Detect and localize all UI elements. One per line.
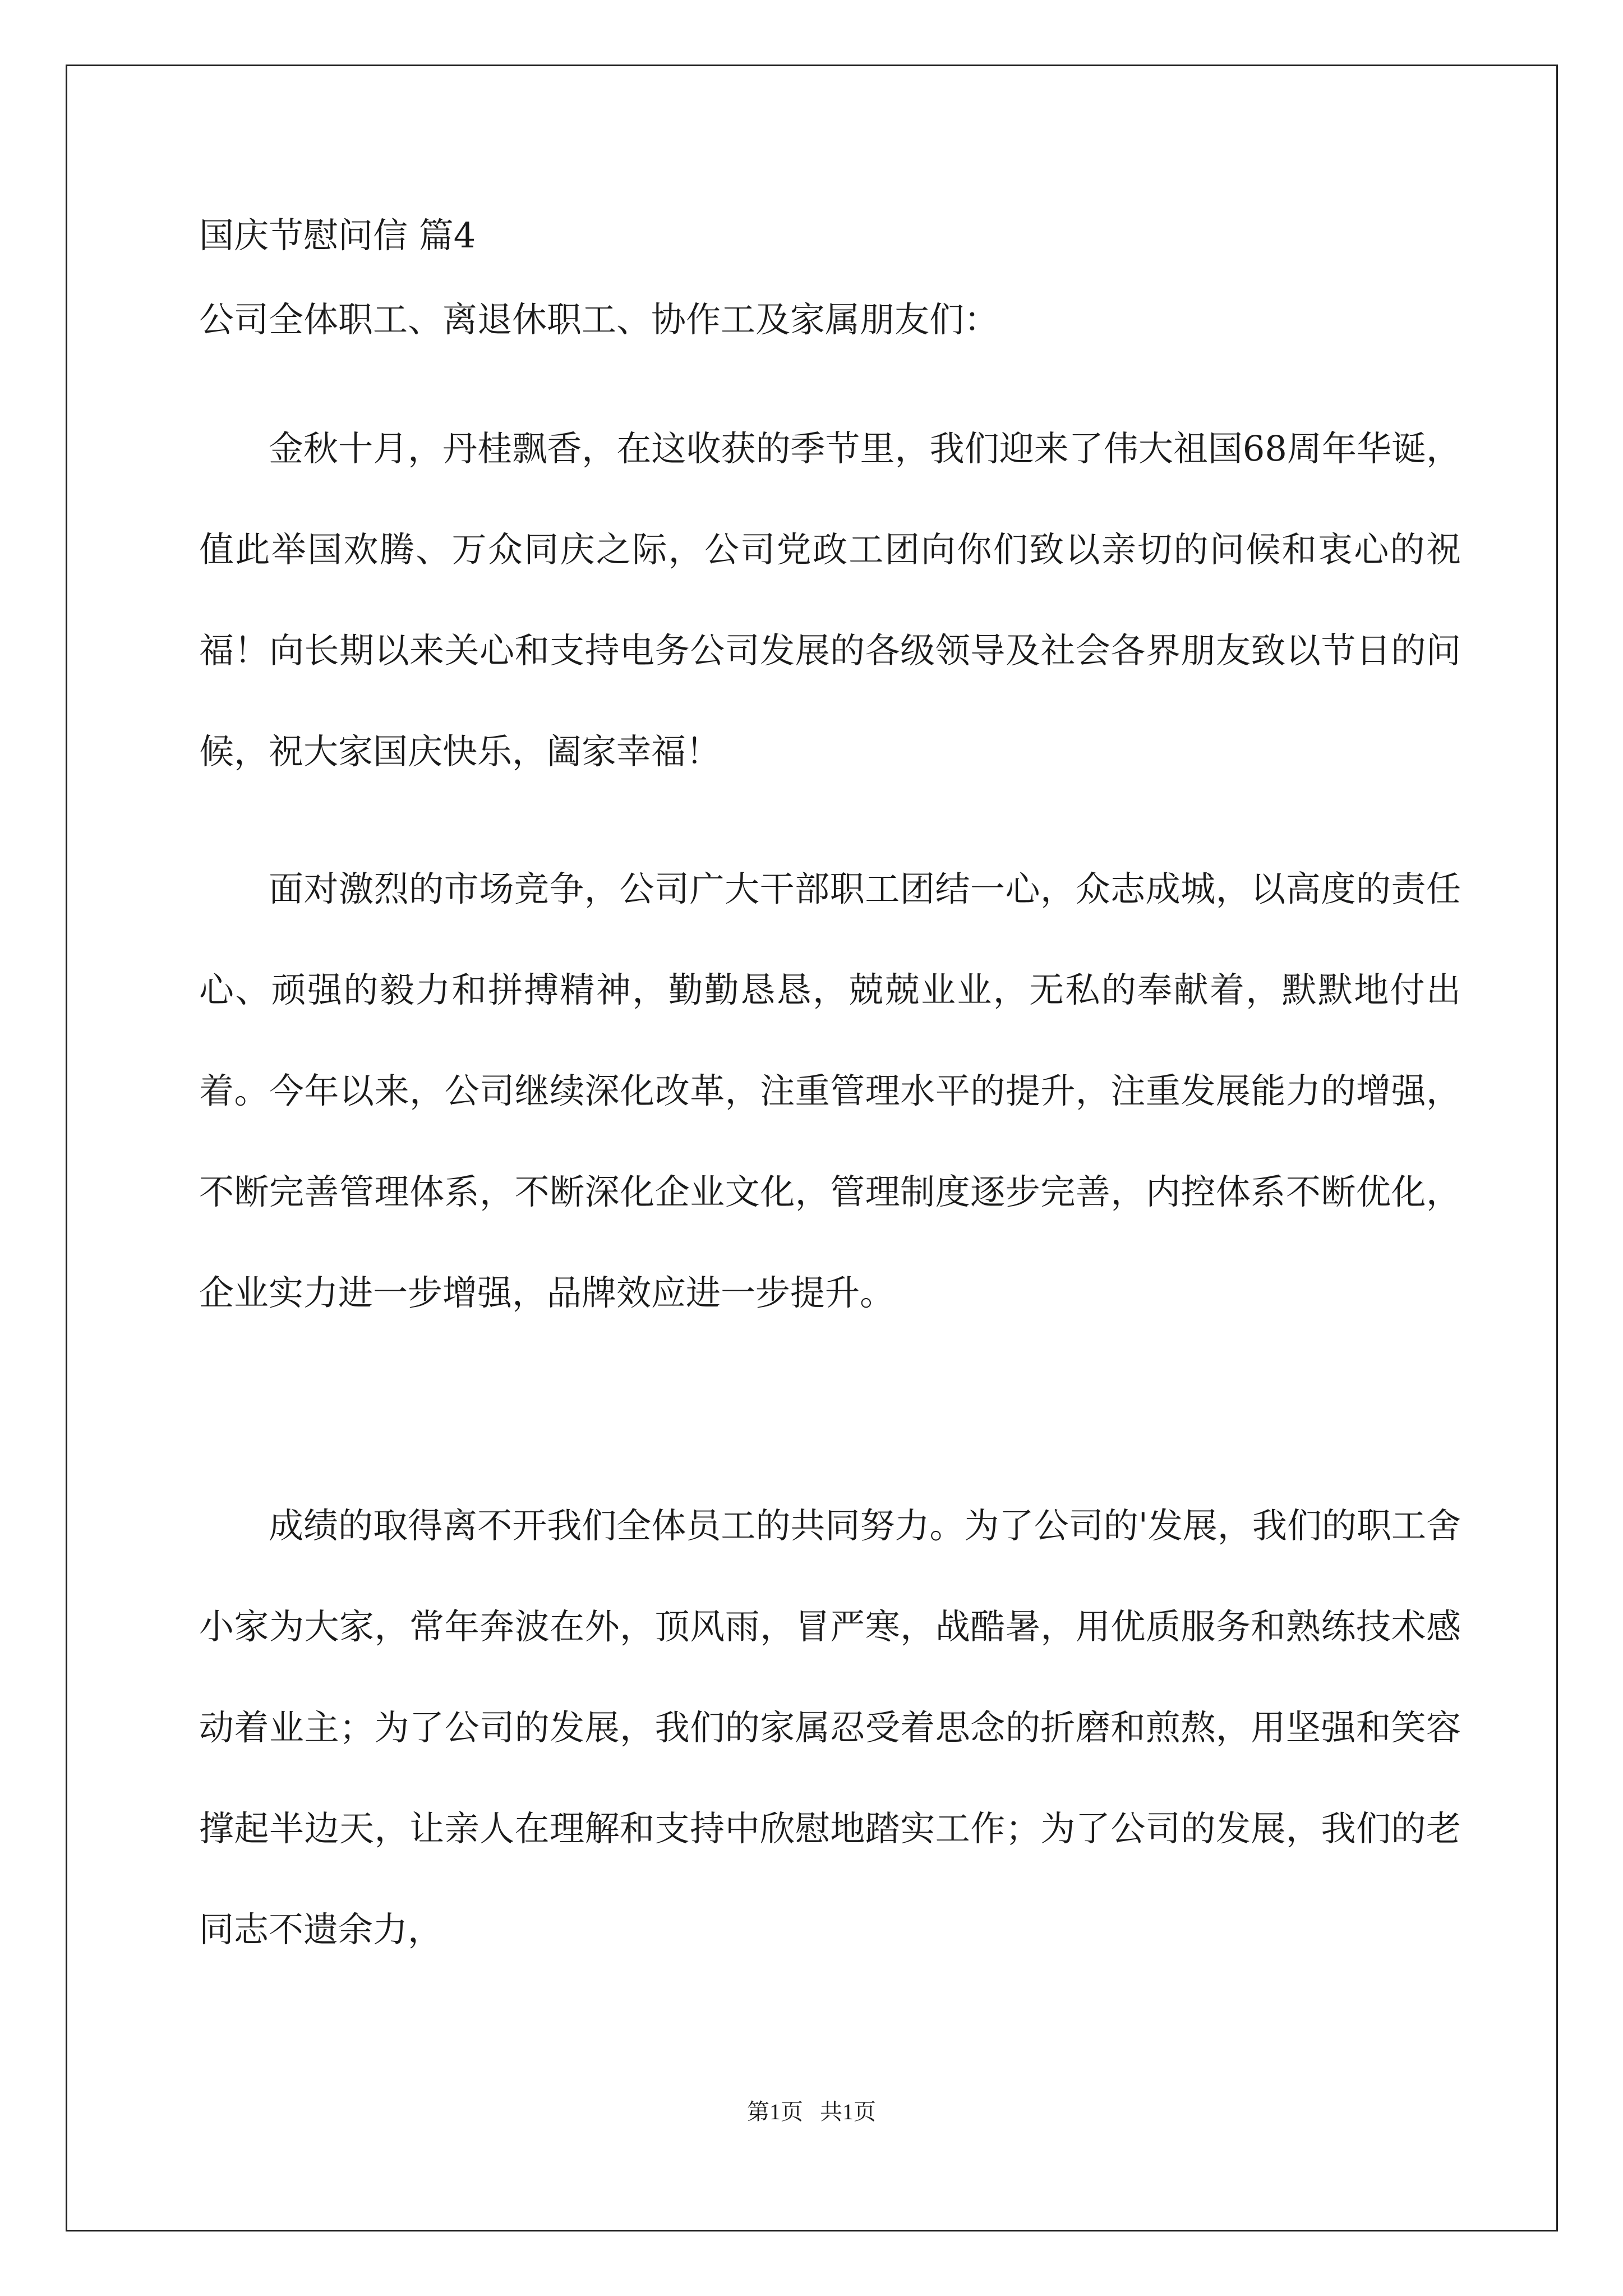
- document-title: 国庆节慰问信 篇4: [199, 215, 476, 256]
- paragraph-3: 成绩的取得离不开我们全体员工的共同努力。为了公司的'发展，我们的职工舍小家为大家，常年奔波在外，顶风雨，冒严寒，战酷暑，用优质服务和熟练技术感动着业主；为了公司的发展，我们的家属忍受着思念的折磨和煎熬，用坚强和笑容撑起半边天，让亲人在理解和支持中欣慰地踏实工作；为了公司的发展，我们的老同志不遗余力，: [199, 1505, 1461, 1950]
- page-footer: 第1页 共1页: [747, 2099, 876, 2124]
- paragraph-1: 金秋十月，丹桂飘香，在这收获的季节里，我们迎来了伟大祖国68周年华诞，值此举国欢腾、万众同庆之际，公司党政工团向你们致以亲切的问候和衷心的祝福！向长期以来关心和支持电务公司发展的各级领导及社会各界朋友致以节日的问候，祝大家国庆快乐，阖家幸福！: [199, 428, 1461, 772]
- salutation: 公司全体职工、离退休职工、协作工及家属朋友们：: [199, 299, 999, 340]
- paragraph-2: 面对激烈的市场竞争，公司广大干部职工团结一心，众志成城，以高度的责任心、顽强的毅力和拼搏精神，勤勤恳恳，兢兢业业，无私的奉献着，默默地付出着。今年以来，公司继续深化改革，注重管理水平的提升，注重发展能力的增强，不断完善管理体系，不断深化企业文化，管理制度逐步完善，内控体系不断优化，企业实力进一步增强，品牌效应进一步提升。: [199, 868, 1461, 1313]
